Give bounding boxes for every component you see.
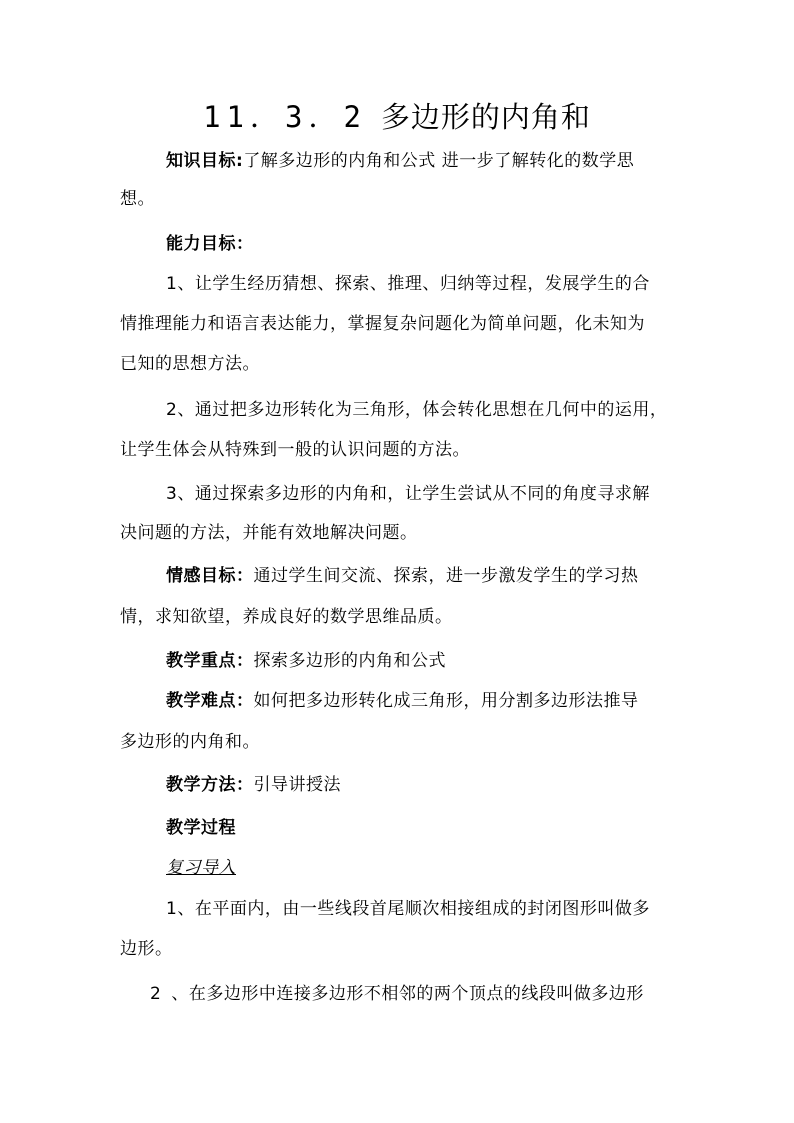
key-point-label: 教学重点：	[166, 651, 254, 671]
ability-item-2-line2: 让学生体会从特殊到一般的认识问题的方法。	[120, 440, 470, 460]
ability-item-1-line1: 1、让学生经历猜想、探索、推理、归纳等过程，发展学生的合	[166, 274, 650, 294]
process-heading: 教学过程	[166, 818, 236, 838]
key-point-text: 探索多边形的内角和公式	[253, 651, 446, 671]
title-text: 多边形的内角和	[380, 100, 591, 134]
review-item-1-line2: 边形。	[120, 939, 173, 959]
knowledge-goal-label: 知识目标:	[166, 151, 244, 171]
method-label: 教学方法：	[166, 775, 254, 795]
emotion-goal-label: 情感目标：	[166, 566, 254, 586]
ability-item-3-line2: 决问题的方法，并能有效地解决问题。	[120, 523, 418, 543]
emotion-goal-line1	[166, 563, 639, 589]
ability-item-2-line1: 2、通过把多边形转化为三角形，体会转化思想在几何中的运用，	[166, 400, 668, 420]
knowledge-goal-line1	[166, 148, 634, 174]
section-number: 11．3．2	[203, 100, 367, 134]
review-item-2-text: 、在多边形中连接多边形不相邻的两个顶点的线段叫做多边形	[171, 984, 644, 1004]
difficulty-label: 教学难点：	[166, 691, 254, 711]
ability-item-1-line2: 情推理能力和语言表达能力，掌握复杂问题化为简单问题，化未知为	[120, 314, 645, 334]
ability-goal-label: 能力目标：	[166, 234, 254, 254]
knowledge-goal-line2: 想。	[120, 189, 155, 209]
emotion-goal-text: 通过学生间交流、探索，进一步激发学生的学习热	[253, 566, 639, 586]
review-item-1-line1: 1、在平面内，由一些线段首尾顺次相接组成的封闭图形叫做多	[166, 899, 650, 919]
difficulty-text: 如何把多边形转化成三角形，用分割多边形法推导	[253, 691, 639, 711]
review-heading: 复习导入	[166, 858, 236, 878]
method-text: 引导讲授法	[253, 775, 341, 795]
review-item-2-line1	[150, 981, 644, 1007]
review-item-2-number: 2	[150, 984, 162, 1004]
knowledge-goal-text: 了解多边形的内角和公式 进一步了解转化的数学思	[243, 151, 635, 171]
difficulty-line2: 多边形的内角和。	[120, 732, 260, 752]
ability-item-1-line3: 已知的思想方法。	[120, 354, 260, 374]
page-title	[0, 96, 794, 138]
key-point-line	[166, 648, 446, 674]
method-line	[166, 772, 341, 798]
emotion-goal-line2: 情，求知欲望，养成良好的数学思维品质。	[120, 607, 453, 627]
ability-item-3-line1: 3、通过探索多边形的内角和，让学生尝试从不同的角度寻求解	[166, 484, 650, 504]
difficulty-line1	[166, 688, 639, 714]
